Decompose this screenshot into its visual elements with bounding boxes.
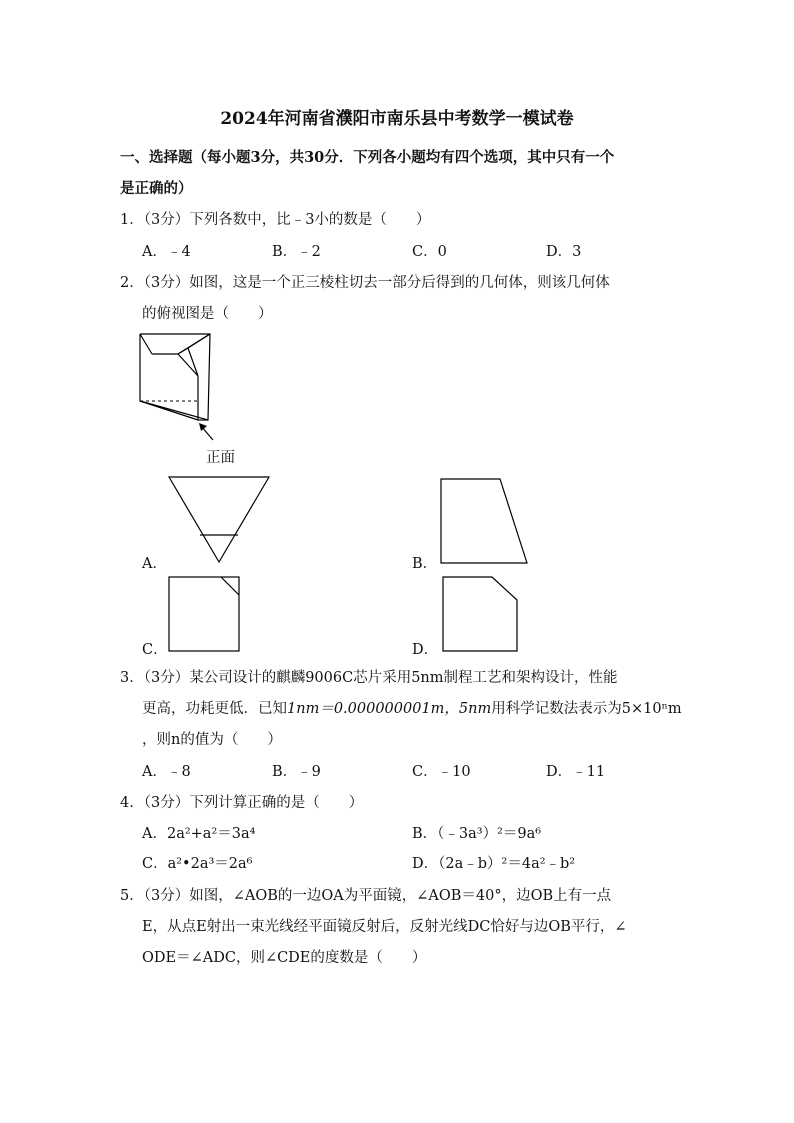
- front-arrow-icon: [195, 420, 219, 444]
- q3-line1: 3．（3分）某公司设计的麒麟9006C芯片采用5nm制程工艺和架构设计，性能: [120, 670, 618, 686]
- q1-option-b: B．﹣2: [272, 244, 321, 260]
- q3-option-d: D．﹣11: [546, 764, 606, 780]
- page-title: 2024年河南省濮阳市南乐县中考数学一模试卷: [220, 109, 574, 129]
- section-heading-line1: 一、选择题（每小题3分，共30分．下列各小题均有四个选项，其中只有一个: [120, 149, 615, 166]
- q2-figure-c: [166, 574, 242, 654]
- q2-figure-d: [440, 574, 520, 654]
- q4-stem: 4．（3分）下列计算正确的是（ ）: [120, 795, 364, 811]
- q3-sci-notation: 5×10ⁿm: [621, 701, 682, 717]
- q3-option-a: A．﹣8: [142, 764, 191, 780]
- q2-option-a-label: A．: [142, 556, 167, 572]
- q3-unit-conversion: 1nm＝0.000000001m，5nm: [287, 701, 492, 717]
- q3-line2: [142, 697, 682, 718]
- q3-option-b: B．﹣9: [272, 764, 321, 780]
- q4-option-c: C．a²•2a³＝2a⁶: [142, 856, 253, 872]
- section-heading-line2: 是正确的）: [120, 180, 193, 197]
- q3-line2-part1: 更高，功耗更低．已知: [142, 701, 287, 717]
- q2-option-c-label: C．: [142, 642, 168, 658]
- q2-option-b-label: B．: [412, 556, 438, 572]
- q4-option-b: B．（﹣3a³）²＝9a⁶: [412, 826, 542, 842]
- q1-option-a: A．﹣4: [142, 244, 191, 260]
- q2-stem-line1: 2．（3分）如图，这是一个正三棱柱切去一部分后得到的几何体，则该几何体: [120, 275, 610, 291]
- q1-stem: 1．（3分）下列各数中，比﹣3小的数是（ ）: [120, 212, 431, 228]
- q1-option-c: C．0: [412, 244, 447, 260]
- q3-line2-part3: 用科学记数法表示为: [491, 701, 622, 717]
- front-label: 正面: [206, 450, 235, 466]
- q1-option-d: D．3: [546, 244, 582, 260]
- q4-option-a: A．2a²+a²＝3a⁴: [142, 826, 256, 842]
- q2-figure-a: [166, 474, 272, 568]
- q5-line1: 5．（3分）如图，∠AOB的一边OA为平面镜，∠AOB＝40°，边OB上有一点: [120, 888, 612, 904]
- q3-option-c: C．﹣10: [412, 764, 471, 780]
- q5-line3: ODE＝∠ADC，则∠CDE的度数是（ ）: [142, 950, 427, 966]
- q3-line3: ，则n的值为（ ）: [142, 732, 282, 748]
- q5-line2: E，从点E射出一束光线经平面镜反射后，反射光线DC恰好与边OB平行，∠: [142, 919, 627, 935]
- q4-option-d: D．（2a﹣b）²＝4a²﹣b²: [412, 856, 576, 872]
- q2-figure-b: [438, 476, 530, 566]
- q2-option-d-label: D．: [412, 642, 439, 658]
- q2-stem-line2: 的俯视图是（ ）: [142, 306, 273, 322]
